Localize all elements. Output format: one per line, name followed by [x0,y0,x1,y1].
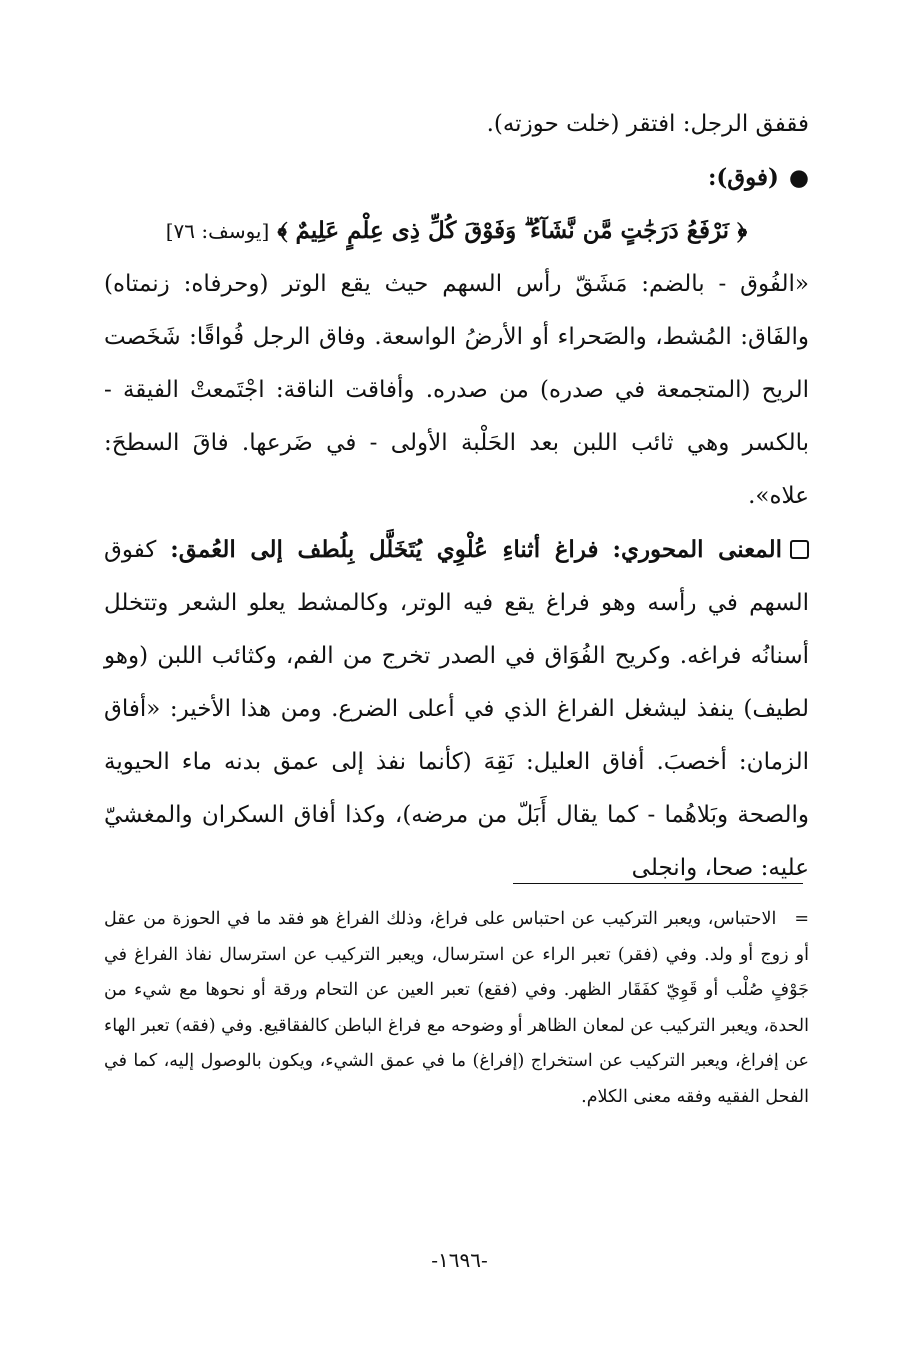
verse-text: ﴿ نَرْفَعُ دَرَجَٰتٍ مَّن نَّشَآءُ ۗ وَفَوْقَ كُلِّ ذِى عِلْمٍ عَلِيمٌ ﴾ [277,217,748,244]
quran-verse [104,204,809,258]
footnote-text: الاحتباس، ويعبر التركيب عن احتباس على فراغ، وذلك الفراغ هو فقد ما في الحوزة من عقل أو زوج أو ولد. وفي (فقر) تعبر الراء عن استرسال، ويعبر التركيب عن استرسال نفاذ الفراغ في جَوْفٍ صُلْب أو قَوِيّ كفَقَار الظهر. وفي (فقع) تعبر العين عن التحام ورقة أو نحوها مع شيء من الحدة، ويعبر التركيب عن لمعان الظاهر أو وضوحه مع فراغ الباطن كالفقاقيع. وفي (فقه) تعبر الهاء عن إفراغ، ويعبر التركيب عن استخراج (إفراغ) ما في عمق الشيء، ويكون بالوصول إليه، كما في الفحل الفقيه وفقه معنى الكلام. [104,909,809,1107]
bullet-icon: ● [788,164,809,191]
definition-paragraph: «الفُوق - بالضم: مَشَقّ رأس السهم حيث يقع الوتر (وحرفاه: زنمتاه) والفَاق: المُشط، والصَحراء أو الأرضُ الواسعة. وفاق الرجل فُواقًا: شَخَصت الريح (المتجمعة في صدره) من صدره. وأفاقت الناقة: اجْتَمعتْ الفيقة - بالكسر وهي ثائب اللبن بعد الحَلْبة الأولى - في ضَرعها. فاقَ السطحَ: علاه». [104,271,809,509]
main-text [104,98,809,895]
footnote-paragraph [104,902,809,1115]
verse-reference: [يوسف: ٧٦] [165,219,270,243]
entry-heading [104,151,809,204]
lead-line: ﻓﻘﻔﻖ الرجل: افتقر (خلت حوزته). [486,111,809,137]
central-meaning-text: كفوق السهم في رأسه وهو فراغ يقع فيه الوتر، وكالمشط يعلو الشعر وتتخلل أسنانُه فراغه. وكريح الفُوَاق في الصدر تخرج من الفم، وكثائب اللبن (وهو لطيف) ينفذ ليشغل الفراغ الذي في أعلى الضرع. ومن هذا الأخير: «أفاق الزمان: أخصبَ. أفاق العليل: نَقِهَ (كأنما نفذ إلى عمق بدنه ماء الحيوية والصحة وبَلاهُما - كما يقال أَبَلّ من مرضه)، وكذا أفاق السكران والمغشيّ عليه: صحا، وانجلى [104,537,809,881]
entry-heading-text: (فوق): [707,164,779,191]
page-number: -١٦٩٦- [431,1248,488,1272]
footnote-divider [513,883,803,884]
central-meaning-bold: فراغ أثناءِ عُلْوِي يُتَخَلَّل بِلُطف إلى العُمق: [170,536,599,563]
footnotes [104,902,809,1115]
footnote-marker: = [794,909,809,929]
square-box-icon [790,540,809,559]
central-meaning-label: المعنى المحوري: [612,536,783,563]
central-meaning-paragraph [104,523,809,895]
